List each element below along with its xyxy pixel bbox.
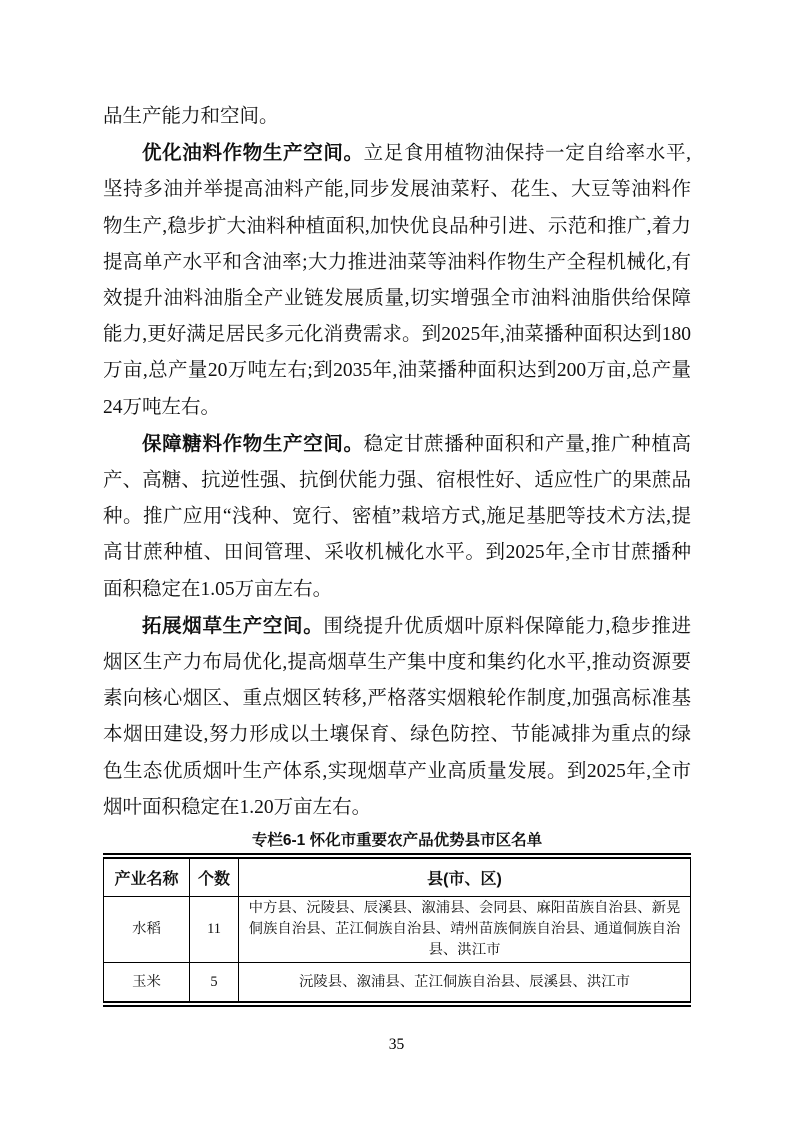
table-row (104, 897, 691, 963)
panel-6-1 (103, 830, 691, 1007)
col-header-count: 个数 (190, 859, 239, 897)
paragraph (103, 426, 691, 608)
paragraph-text: 品生产能力和空间。 (103, 106, 279, 127)
paragraph (103, 99, 691, 135)
cell-count: 11 (190, 897, 239, 963)
advantage-table-box (103, 853, 691, 1007)
panel-title: 专栏6-1 怀化市重要农产品优势县市区名单 (251, 832, 543, 849)
cell-count: 5 (190, 963, 239, 1002)
body-text (103, 99, 691, 826)
paragraph-text: 稳定甘蔗播种面积和产量,推广种植高产、高糖、抗逆性强、抗倒伏能力强、宿根性好、适应性广的果蔗品种。推广应用“浅种、宽行、密植”栽培方式,施足基肥等技术方法,提高甘蔗种植、田间管理、采收机械化水平。到2025年,全市甘蔗播种面积稳定在1.05万亩左右。 (103, 433, 691, 600)
page-footer (0, 1036, 793, 1054)
col-header-industry: 产业名称 (104, 859, 190, 897)
paragraph-text: 围绕提升优质烟叶原料保障能力,稳步推进烟区生产力布局优化,提高烟草生产集中度和集约化水平,推动资源要素向核心烟区、重点烟区转移,严格落实烟粮轮作制度,加强高标准基本烟田建设,努力形成以土壤保育、绿色防控、节能减排为重点的绿色生态优质烟叶生产体系,实现烟草产业高质量发展。到2025年,全市烟叶面积稳定在1.20万亩左右。 (103, 615, 691, 818)
paragraph (103, 135, 691, 426)
page-number: 35 (388, 1036, 405, 1053)
paragraph-lead: 拓展烟草生产空间。 (142, 614, 324, 637)
cell-areas: 沅陵县、溆浦县、芷江侗族自治县、辰溪县、洪江市 (239, 963, 691, 1002)
table-header-row (104, 859, 691, 897)
paragraph-lead: 保障糖料作物生产空间。 (142, 432, 364, 455)
cell-industry: 玉米 (104, 963, 190, 1002)
paragraph-text: 立足食用植物油保持一定自给率水平,坚持多油并举提高油料产能,同步发展油菜籽、花生、大豆等油料作物生产,稳步扩大油料种植面积,加快优良品种引进、示范和推广,着力提高单产水平和含油率;大力推进油菜等油料作物生产全程机械化,有效提升油料油脂全产业链发展质量,切实增强全市油料油脂供给保障能力,更好满足居民多元化消费需求。到2025年,油菜播种面积达到180万亩,总产量20万吨左右;到2035年,油菜播种面积达到200万亩,总产量24万吨左右。 (103, 143, 691, 418)
col-header-areas: 县(市、区) (239, 859, 691, 897)
advantage-table (103, 859, 691, 1001)
cell-industry: 水稻 (104, 897, 190, 963)
paragraph-lead: 优化油料作物生产空间。 (142, 142, 364, 165)
paragraph (103, 608, 691, 826)
cell-areas: 中方县、沅陵县、辰溪县、溆浦县、会同县、麻阳苗族自治县、新晃侗族自治县、芷江侗族自治县、靖州苗族侗族自治县、通道侗族自治县、洪江市 (239, 897, 691, 963)
table-row (104, 963, 691, 1002)
